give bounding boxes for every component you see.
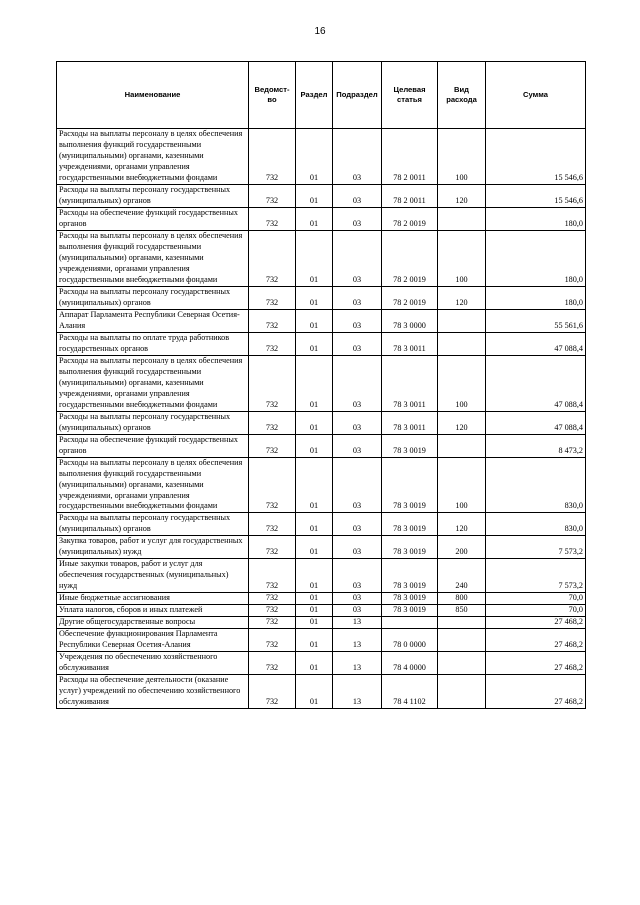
table-header-row: [57, 62, 586, 129]
cell-celevaya: 78 2 0019: [382, 286, 438, 309]
table-row: [57, 605, 586, 617]
cell-summa: 7 573,2: [486, 536, 586, 559]
cell-vid: 120: [438, 286, 486, 309]
cell-razdel: 01: [296, 593, 333, 605]
cell-celevaya: 78 3 0000: [382, 309, 438, 332]
cell-vid: 200: [438, 536, 486, 559]
cell-razdel: 01: [296, 411, 333, 434]
cell-razdel: 01: [296, 286, 333, 309]
cell-razdel: 01: [296, 332, 333, 355]
cell-vid: [438, 652, 486, 675]
cell-name: Иные закупки товаров, работ и услуг для обеспечения государственных (муниципальных) нужд: [57, 559, 249, 593]
cell-summa: 15 546,6: [486, 129, 586, 185]
cell-vid: 120: [438, 513, 486, 536]
table-row: [57, 129, 586, 185]
cell-vid: 800: [438, 593, 486, 605]
cell-vedomstvo: 732: [249, 513, 296, 536]
cell-podrazdel: 03: [333, 230, 382, 286]
cell-summa: 180,0: [486, 286, 586, 309]
cell-name: Аппарат Парламента Республики Северная Осетия-Алания: [57, 309, 249, 332]
cell-vedomstvo: 732: [249, 605, 296, 617]
cell-name: Обеспечение функционирования Парламента Республики Северная Осетия-Алания: [57, 629, 249, 652]
cell-podrazdel: 03: [333, 286, 382, 309]
header-vedomstvo: Ведомст-во: [249, 62, 296, 129]
header-name: Наименование: [57, 62, 249, 129]
cell-name: Расходы на выплаты персоналу государственных (муниципальных) органов: [57, 184, 249, 207]
cell-vedomstvo: 732: [249, 457, 296, 513]
table-row: [57, 457, 586, 513]
cell-summa: 8 473,2: [486, 434, 586, 457]
cell-celevaya: 78 3 0011: [382, 411, 438, 434]
table-row: [57, 536, 586, 559]
cell-vid: 240: [438, 559, 486, 593]
cell-name: Расходы на обеспечение функций государственных органов: [57, 207, 249, 230]
cell-name: Расходы на выплаты персоналу в целях обеспечения выполнения функций государственными (муниципальными) органами, казенными учреждениями, органами управления государственными внебюджетными фондами: [57, 457, 249, 513]
cell-celevaya: 78 2 0011: [382, 184, 438, 207]
header-celevaya: Целевая статья: [382, 62, 438, 129]
cell-vid: [438, 434, 486, 457]
cell-vid: 100: [438, 457, 486, 513]
cell-summa: 7 573,2: [486, 559, 586, 593]
table-row: [57, 629, 586, 652]
cell-name: Расходы на выплаты по оплате труда работников государственных органов: [57, 332, 249, 355]
cell-vedomstvo: 732: [249, 593, 296, 605]
cell-vedomstvo: 732: [249, 434, 296, 457]
cell-vedomstvo: 732: [249, 355, 296, 411]
cell-razdel: 01: [296, 559, 333, 593]
cell-name: Другие общегосударственные вопросы: [57, 617, 249, 629]
cell-summa: 27 468,2: [486, 675, 586, 709]
cell-summa: 830,0: [486, 513, 586, 536]
cell-name: Расходы на выплаты персоналу государственных (муниципальных) органов: [57, 513, 249, 536]
cell-summa: 180,0: [486, 230, 586, 286]
cell-name: Учреждения по обеспечению хозяйственного обслуживания: [57, 652, 249, 675]
cell-name: Расходы на обеспечение деятельности (оказание услуг) учреждений по обеспечению хозяйственного обслуживания: [57, 675, 249, 709]
cell-celevaya: 78 3 0011: [382, 332, 438, 355]
cell-celevaya: 78 3 0019: [382, 605, 438, 617]
cell-vedomstvo: 732: [249, 652, 296, 675]
cell-vedomstvo: 732: [249, 559, 296, 593]
cell-podrazdel: 13: [333, 675, 382, 709]
cell-celevaya: 78 3 0011: [382, 355, 438, 411]
table-row: [57, 593, 586, 605]
cell-name: Расходы на выплаты персоналу в целях обеспечения выполнения функций государственными (муниципальными) органами, казенными учреждениями, органами управления государственными внебюджетными фондами: [57, 129, 249, 185]
table-row: [57, 675, 586, 709]
page-number: 16: [314, 26, 326, 37]
cell-summa: 70,0: [486, 605, 586, 617]
cell-vedomstvo: 732: [249, 207, 296, 230]
cell-vid: 100: [438, 129, 486, 185]
cell-vedomstvo: 732: [249, 617, 296, 629]
table-row: [57, 230, 586, 286]
cell-name: Расходы на выплаты персоналу в целях обеспечения выполнения функций государственными (муниципальными) органами, казенными учреждениями, органами управления государственными внебюджетными фондами: [57, 355, 249, 411]
cell-podrazdel: 03: [333, 309, 382, 332]
cell-podrazdel: 13: [333, 652, 382, 675]
cell-razdel: 01: [296, 207, 333, 230]
cell-razdel: 01: [296, 629, 333, 652]
cell-podrazdel: 03: [333, 434, 382, 457]
cell-vid: [438, 629, 486, 652]
table-body: [57, 129, 586, 709]
table-row: [57, 513, 586, 536]
header-podrazdel: Подраздел: [333, 62, 382, 129]
table-row: [57, 411, 586, 434]
cell-podrazdel: 03: [333, 129, 382, 185]
cell-razdel: 01: [296, 652, 333, 675]
cell-vid: [438, 309, 486, 332]
cell-razdel: 01: [296, 457, 333, 513]
cell-razdel: 01: [296, 355, 333, 411]
cell-vid: 120: [438, 411, 486, 434]
cell-razdel: 01: [296, 617, 333, 629]
cell-celevaya: 78 3 0019: [382, 434, 438, 457]
table-row: [57, 309, 586, 332]
cell-summa: 27 468,2: [486, 629, 586, 652]
cell-podrazdel: 03: [333, 355, 382, 411]
cell-vedomstvo: 732: [249, 286, 296, 309]
cell-vedomstvo: 732: [249, 411, 296, 434]
cell-celevaya: 78 2 0019: [382, 207, 438, 230]
cell-podrazdel: 13: [333, 629, 382, 652]
table-row: [57, 355, 586, 411]
cell-podrazdel: 03: [333, 411, 382, 434]
cell-celevaya: 78 2 0011: [382, 129, 438, 185]
cell-celevaya: 78 4 0000: [382, 652, 438, 675]
header-summa: Сумма: [486, 62, 586, 129]
cell-celevaya: 78 3 0019: [382, 513, 438, 536]
cell-podrazdel: 03: [333, 593, 382, 605]
cell-razdel: 01: [296, 513, 333, 536]
table-row: [57, 207, 586, 230]
table-row: [57, 184, 586, 207]
cell-podrazdel: 03: [333, 207, 382, 230]
cell-vid: 120: [438, 184, 486, 207]
cell-celevaya: 78 3 0019: [382, 536, 438, 559]
cell-vedomstvo: 732: [249, 184, 296, 207]
cell-podrazdel: 03: [333, 536, 382, 559]
cell-celevaya: 78 3 0019: [382, 457, 438, 513]
cell-razdel: 01: [296, 129, 333, 185]
cell-celevaya: 78 2 0019: [382, 230, 438, 286]
cell-name: Закупка товаров, работ и услуг для государственных (муниципальных) нужд: [57, 536, 249, 559]
cell-vid: [438, 332, 486, 355]
cell-vedomstvo: 732: [249, 309, 296, 332]
cell-podrazdel: 13: [333, 617, 382, 629]
cell-vid: [438, 675, 486, 709]
cell-podrazdel: 03: [333, 559, 382, 593]
cell-summa: 47 088,4: [486, 332, 586, 355]
cell-summa: 15 546,6: [486, 184, 586, 207]
cell-name: Расходы на выплаты персоналу в целях обеспечения выполнения функций государственными (муниципальными) органами, казенными учреждениями, органами управления государственными внебюджетными фондами: [57, 230, 249, 286]
cell-name: Уплата налогов, сборов и иных платежей: [57, 605, 249, 617]
header-vid: Вид расхода: [438, 62, 486, 129]
cell-name: Расходы на выплаты персоналу государственных (муниципальных) органов: [57, 286, 249, 309]
cell-razdel: 01: [296, 605, 333, 617]
cell-summa: 27 468,2: [486, 617, 586, 629]
cell-podrazdel: 03: [333, 184, 382, 207]
cell-vedomstvo: 732: [249, 536, 296, 559]
cell-vid: 100: [438, 355, 486, 411]
cell-vedomstvo: 732: [249, 332, 296, 355]
cell-razdel: 01: [296, 309, 333, 332]
cell-podrazdel: 03: [333, 457, 382, 513]
cell-vedomstvo: 732: [249, 675, 296, 709]
cell-summa: 27 468,2: [486, 652, 586, 675]
cell-vid: 850: [438, 605, 486, 617]
cell-razdel: 01: [296, 536, 333, 559]
cell-vedomstvo: 732: [249, 129, 296, 185]
cell-summa: 55 561,6: [486, 309, 586, 332]
cell-vid: [438, 207, 486, 230]
table-row: [57, 332, 586, 355]
table-row: [57, 559, 586, 593]
cell-summa: 47 088,4: [486, 411, 586, 434]
cell-vedomstvo: 732: [249, 629, 296, 652]
cell-podrazdel: 03: [333, 605, 382, 617]
cell-podrazdel: 03: [333, 332, 382, 355]
cell-razdel: 01: [296, 230, 333, 286]
cell-vid: 100: [438, 230, 486, 286]
cell-celevaya: 78 4 1102: [382, 675, 438, 709]
table-row: [57, 617, 586, 629]
cell-podrazdel: 03: [333, 513, 382, 536]
cell-name: Расходы на выплаты персоналу государственных (муниципальных) органов: [57, 411, 249, 434]
cell-name: Расходы на обеспечение функций государственных органов: [57, 434, 249, 457]
cell-name: Иные бюджетные ассигнования: [57, 593, 249, 605]
cell-razdel: 01: [296, 434, 333, 457]
cell-summa: 830,0: [486, 457, 586, 513]
table-row: [57, 652, 586, 675]
cell-summa: 47 088,4: [486, 355, 586, 411]
header-razdel: Раздел: [296, 62, 333, 129]
cell-vid: [438, 617, 486, 629]
cell-razdel: 01: [296, 675, 333, 709]
budget-table: [56, 61, 586, 709]
cell-vedomstvo: 732: [249, 230, 296, 286]
cell-celevaya: 78 3 0019: [382, 593, 438, 605]
cell-celevaya: 78 0 0000: [382, 629, 438, 652]
cell-summa: 70,0: [486, 593, 586, 605]
cell-razdel: 01: [296, 184, 333, 207]
cell-celevaya: 78 3 0019: [382, 559, 438, 593]
table-row: [57, 286, 586, 309]
cell-celevaya: [382, 617, 438, 629]
cell-summa: 180,0: [486, 207, 586, 230]
table-row: [57, 434, 586, 457]
